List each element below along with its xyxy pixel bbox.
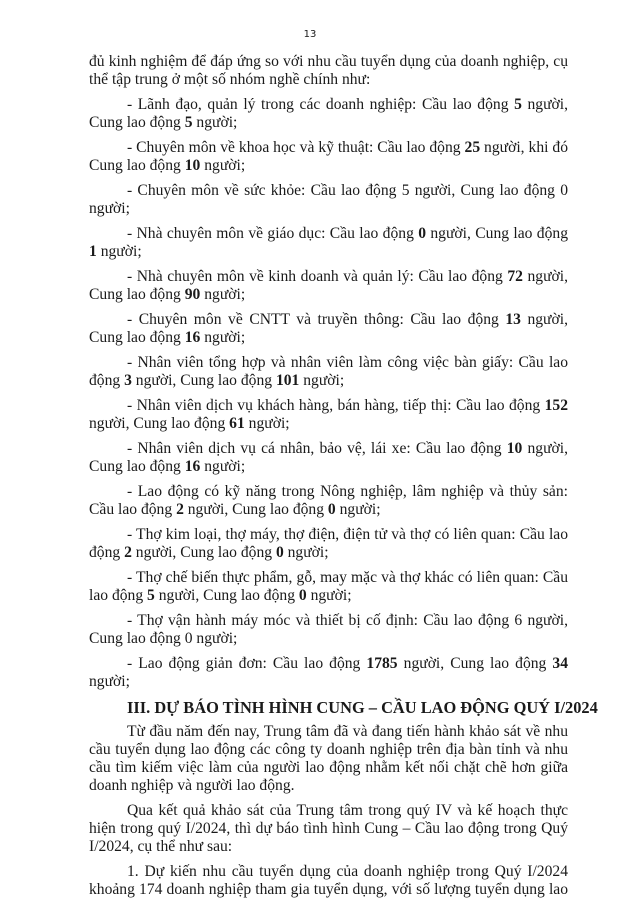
list-item	[89, 139, 568, 175]
item-label: - Lao động có kỹ năng trong Nông nghiệp, lâm nghiệp và thủy sản: Cầu lao động	[89, 483, 568, 518]
item-end: người;	[200, 458, 246, 475]
demand-value: 5	[514, 96, 522, 113]
item-text: người, Cung lao động	[426, 225, 568, 242]
occupation-list	[89, 96, 568, 691]
item-end: người;	[200, 329, 246, 346]
item-text: người, Cung lao động	[154, 587, 299, 604]
item-text: người, Cung lao động	[183, 501, 328, 518]
item-text: người, Cung lao động	[89, 96, 569, 131]
demand-value: 6	[514, 612, 523, 629]
list-item	[89, 483, 568, 519]
item-end: người;	[335, 501, 381, 518]
item-end: người;	[96, 243, 142, 260]
item-label: - Nhà chuyên môn về kinh doanh và quản lý: Cầu lao động	[127, 268, 508, 285]
item-label: - Chuyên môn về sức khỏe: Cầu lao động	[127, 182, 402, 199]
supply-value: 16	[184, 458, 201, 475]
list-item	[89, 655, 568, 691]
item-end: người;	[306, 587, 352, 604]
supply-value: 10	[184, 157, 201, 174]
demand-value: 2	[176, 501, 184, 518]
item-end: người;	[89, 673, 130, 690]
item-text: người, Cung lao động	[89, 311, 568, 346]
item-end: người;	[299, 372, 345, 389]
intro-paragraph: đủ kinh nghiệm để đáp ứng so với nhu cầu tuyển dụng của doanh nghiệp, cụ thể tập trung ở một số nhóm nghề chính như:	[89, 53, 568, 88]
list-item	[89, 225, 568, 261]
demand-value: 2	[124, 544, 132, 561]
document-body	[89, 53, 598, 906]
supply-value: 0	[275, 544, 284, 561]
list-item	[89, 397, 568, 433]
item-label: - Chuyên môn về CNTT và truyền thông: Cầu lao động	[127, 311, 506, 328]
list-item	[89, 612, 568, 648]
item-text: người, Cung lao động	[409, 182, 561, 199]
item-label: - Nhân viên dịch vụ cá nhân, bảo vệ, lái xe: Cầu lao động	[127, 440, 507, 457]
demand-value: 152	[544, 397, 568, 414]
list-item	[89, 96, 568, 132]
supply-value: 61	[229, 415, 245, 432]
list-item	[89, 440, 568, 476]
item-label: - Chuyên môn về khoa học và kỹ thuật: Cầu lao động	[127, 139, 465, 156]
item-text: người, Cung lao động	[89, 612, 568, 647]
item-text: người, Cung lao động	[131, 372, 276, 389]
item-end: người;	[192, 630, 238, 647]
demand-value: 5	[401, 182, 410, 199]
supply-value: 34	[552, 655, 568, 672]
item-label: - Thợ chế biến thực phẩm, gỗ, may mặc và thợ khác có liên quan: Cầu lao động	[89, 569, 568, 604]
supply-value: 0	[560, 182, 568, 199]
paragraph-survey: Từ đầu năm đến nay, Trung tâm đã và đang tiến hành khảo sát về nhu cầu tuyển dụng lao động các công ty doanh nghiệp trên địa bàn tỉnh và nhu cầu tìm kiếm việc làm của người lao động nhằm kết nối chặt chẽ hơn giữa doanh nghiệp và người lao động.	[89, 723, 568, 794]
supply-value: 0	[327, 501, 336, 518]
demand-value: 10	[506, 440, 523, 457]
supply-value: 0	[298, 587, 307, 604]
item-label: - Thợ kim loại, thợ máy, thợ điện, điện tử và thợ có liên quan: Cầu lao động	[89, 526, 568, 561]
item-end: người;	[89, 200, 130, 217]
item-text: người, Cung lao động	[89, 415, 230, 432]
list-item	[89, 182, 568, 218]
demand-value: 3	[124, 372, 132, 389]
item-text: người, Cung lao động	[89, 440, 568, 475]
item-label: - Nhân viên dịch vụ khách hàng, bán hàng, tiếp thị: Cầu lao động	[127, 397, 545, 414]
demand-value: 13	[505, 311, 521, 328]
supply-value: 16	[184, 329, 201, 346]
paragraph-demand-estimate: 1. Dự kiến nhu cầu tuyển dụng của doanh nghiệp trong Quý I/2024 khoảng 174 doanh nghiệp tham gia tuyển dụng, với số lượng tuyển dụng lao	[89, 863, 568, 898]
demand-value: 1785	[366, 655, 398, 672]
item-text: người, khi đó Cung lao động	[89, 139, 568, 174]
demand-value: 25	[464, 139, 481, 156]
item-text: người, Cung lao động	[397, 655, 553, 672]
list-item	[89, 526, 568, 562]
supply-value: 101	[275, 372, 300, 389]
item-label: - Lao động giản đơn: Cầu lao động	[127, 655, 367, 672]
item-label: - Nhân viên tổng hợp và nhân viên làm công việc bàn giấy: Cầu lao động	[89, 354, 568, 389]
item-label: - Lãnh đạo, quản lý trong các doanh nghiệp: Cầu lao động	[127, 96, 515, 113]
demand-value: 72	[507, 268, 523, 285]
item-text: người, Cung lao động	[131, 544, 276, 561]
item-text: người, Cung lao động	[89, 268, 568, 303]
item-end: người;	[283, 544, 329, 561]
list-item	[89, 569, 568, 605]
item-end: người;	[200, 286, 246, 303]
supply-value: 5	[184, 114, 193, 131]
item-end: người;	[200, 157, 246, 174]
paragraph-forecast: Qua kết quả khảo sát của Trung tâm trong quý IV và kế hoạch thực hiện trong quý I/2024, thì dự báo tình hình Cung – Cầu lao động trong Quý I/2024, cụ thể như sau:	[89, 802, 568, 855]
item-end: người;	[244, 415, 290, 432]
supply-value: 1	[89, 243, 97, 260]
list-item	[89, 311, 568, 347]
supply-value: 0	[184, 630, 193, 647]
section-heading: III. DỰ BÁO TÌNH HÌNH CUNG – CẦU LAO ĐỘNG QUÝ I/2024	[127, 698, 598, 717]
item-end: người;	[192, 114, 238, 131]
list-item	[89, 268, 568, 304]
demand-value: 5	[147, 587, 155, 604]
item-label: - Nhà chuyên môn về giáo dục: Cầu lao động	[127, 225, 419, 242]
supply-value: 90	[184, 286, 201, 303]
page-number: 13	[303, 29, 317, 40]
item-label: - Thợ vận hành máy móc và thiết bị cố định: Cầu lao động	[127, 612, 515, 629]
demand-value: 0	[418, 225, 427, 242]
list-item	[89, 354, 568, 390]
